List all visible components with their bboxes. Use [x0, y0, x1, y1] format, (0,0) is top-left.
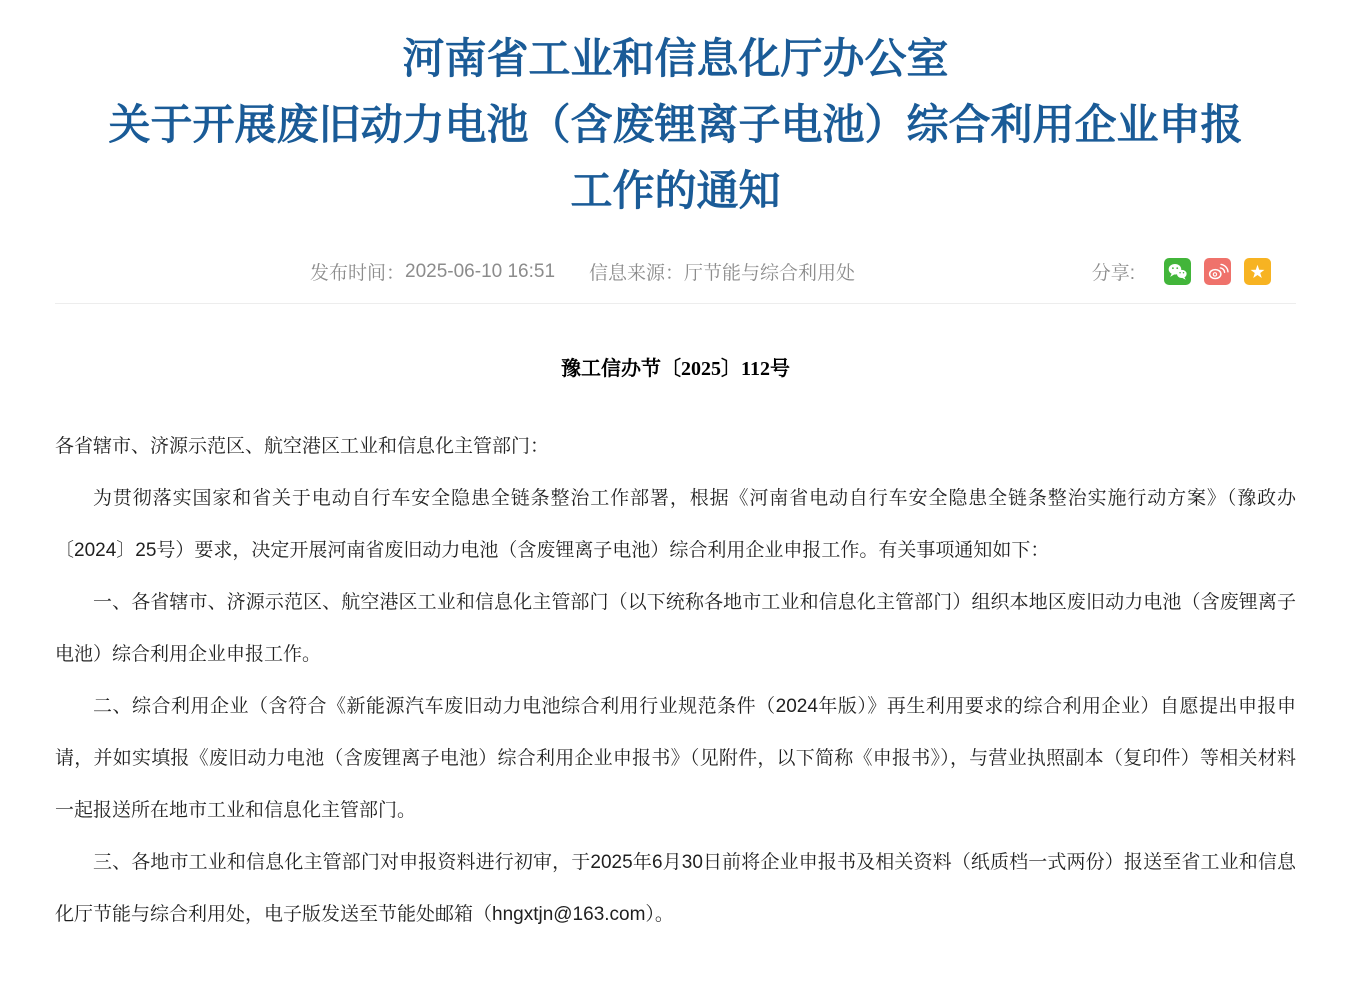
- paragraph-2: 一、各省辖市、济源示范区、航空港区工业和信息化主管部门（以下统称各地市工业和信息化主管部门）组织本地区废旧动力电池（含废锂离子电池）综合利用企业申报工作。: [55, 592, 1296, 665]
- source-label: 信息来源：: [589, 263, 685, 284]
- weibo-icon: [1206, 260, 1229, 283]
- meta-info: [310, 258, 855, 285]
- meta-bar: [55, 252, 1296, 304]
- favorite-star-icon: [1246, 260, 1269, 283]
- paragraph-4: 三、各地市工业和信息化主管部门对申报资料进行初审，于2025年6月30日前将企业申报书及相关资料（纸质档一式两份）报送至省工业和信息化厅节能与综合利用处，电子版发送至节能处邮箱（hngxtjn@163.com）。: [55, 852, 1296, 925]
- page-title-line-1: 河南省工业和信息化厅办公室: [402, 35, 949, 82]
- salutation: 各省辖市、济源示范区、航空港区工业和信息化主管部门：: [55, 436, 550, 457]
- source-value: 厅节能与综合利用处: [684, 263, 856, 284]
- page-title-line-3: 工作的通知: [570, 167, 781, 214]
- document-number: 豫工信办节〔2025〕112号: [561, 358, 790, 380]
- wechat-icon: [1166, 260, 1189, 283]
- paragraph-1: 为贯彻落实国家和省关于电动自行车安全隐患全链条整治工作部署，根据《河南省电动自行车安全隐患全链条整治实施行动方案》（豫政办〔2024〕25号）要求，决定开展河南省废旧动力电池（含废锂离子电池）综合利用企业申报工作。有关事项通知如下：: [55, 488, 1296, 561]
- publish-time-label: 发布时间：: [310, 263, 406, 284]
- share-weibo-button[interactable]: [1204, 258, 1231, 285]
- share-bar: [1092, 258, 1271, 285]
- share-wechat-button[interactable]: [1164, 258, 1191, 285]
- page-title-line-2: 关于开展废旧动力电池（含废锂离子电池）综合利用企业申报: [108, 101, 1243, 148]
- notice-body: [55, 421, 1296, 941]
- share-favorite-button[interactable]: [1244, 258, 1271, 285]
- page-title: [55, 0, 1296, 224]
- publish-time-value: 2025-06-10 16:51: [405, 260, 556, 282]
- share-label: 分享:: [1091, 263, 1135, 284]
- paragraph-3: 二、综合利用企业（含符合《新能源汽车废旧动力电池综合利用行业规范条件（2024年版）》再生利用要求的综合利用企业）自愿提出申报申请，并如实填报《废旧动力电池（含废锂离子电池）综合利用企业申报书》（见附件，以下简称《申报书》），与营业执照副本（复印件）等相关材料一起报送所在地市工业和信息化主管部门。: [55, 696, 1296, 821]
